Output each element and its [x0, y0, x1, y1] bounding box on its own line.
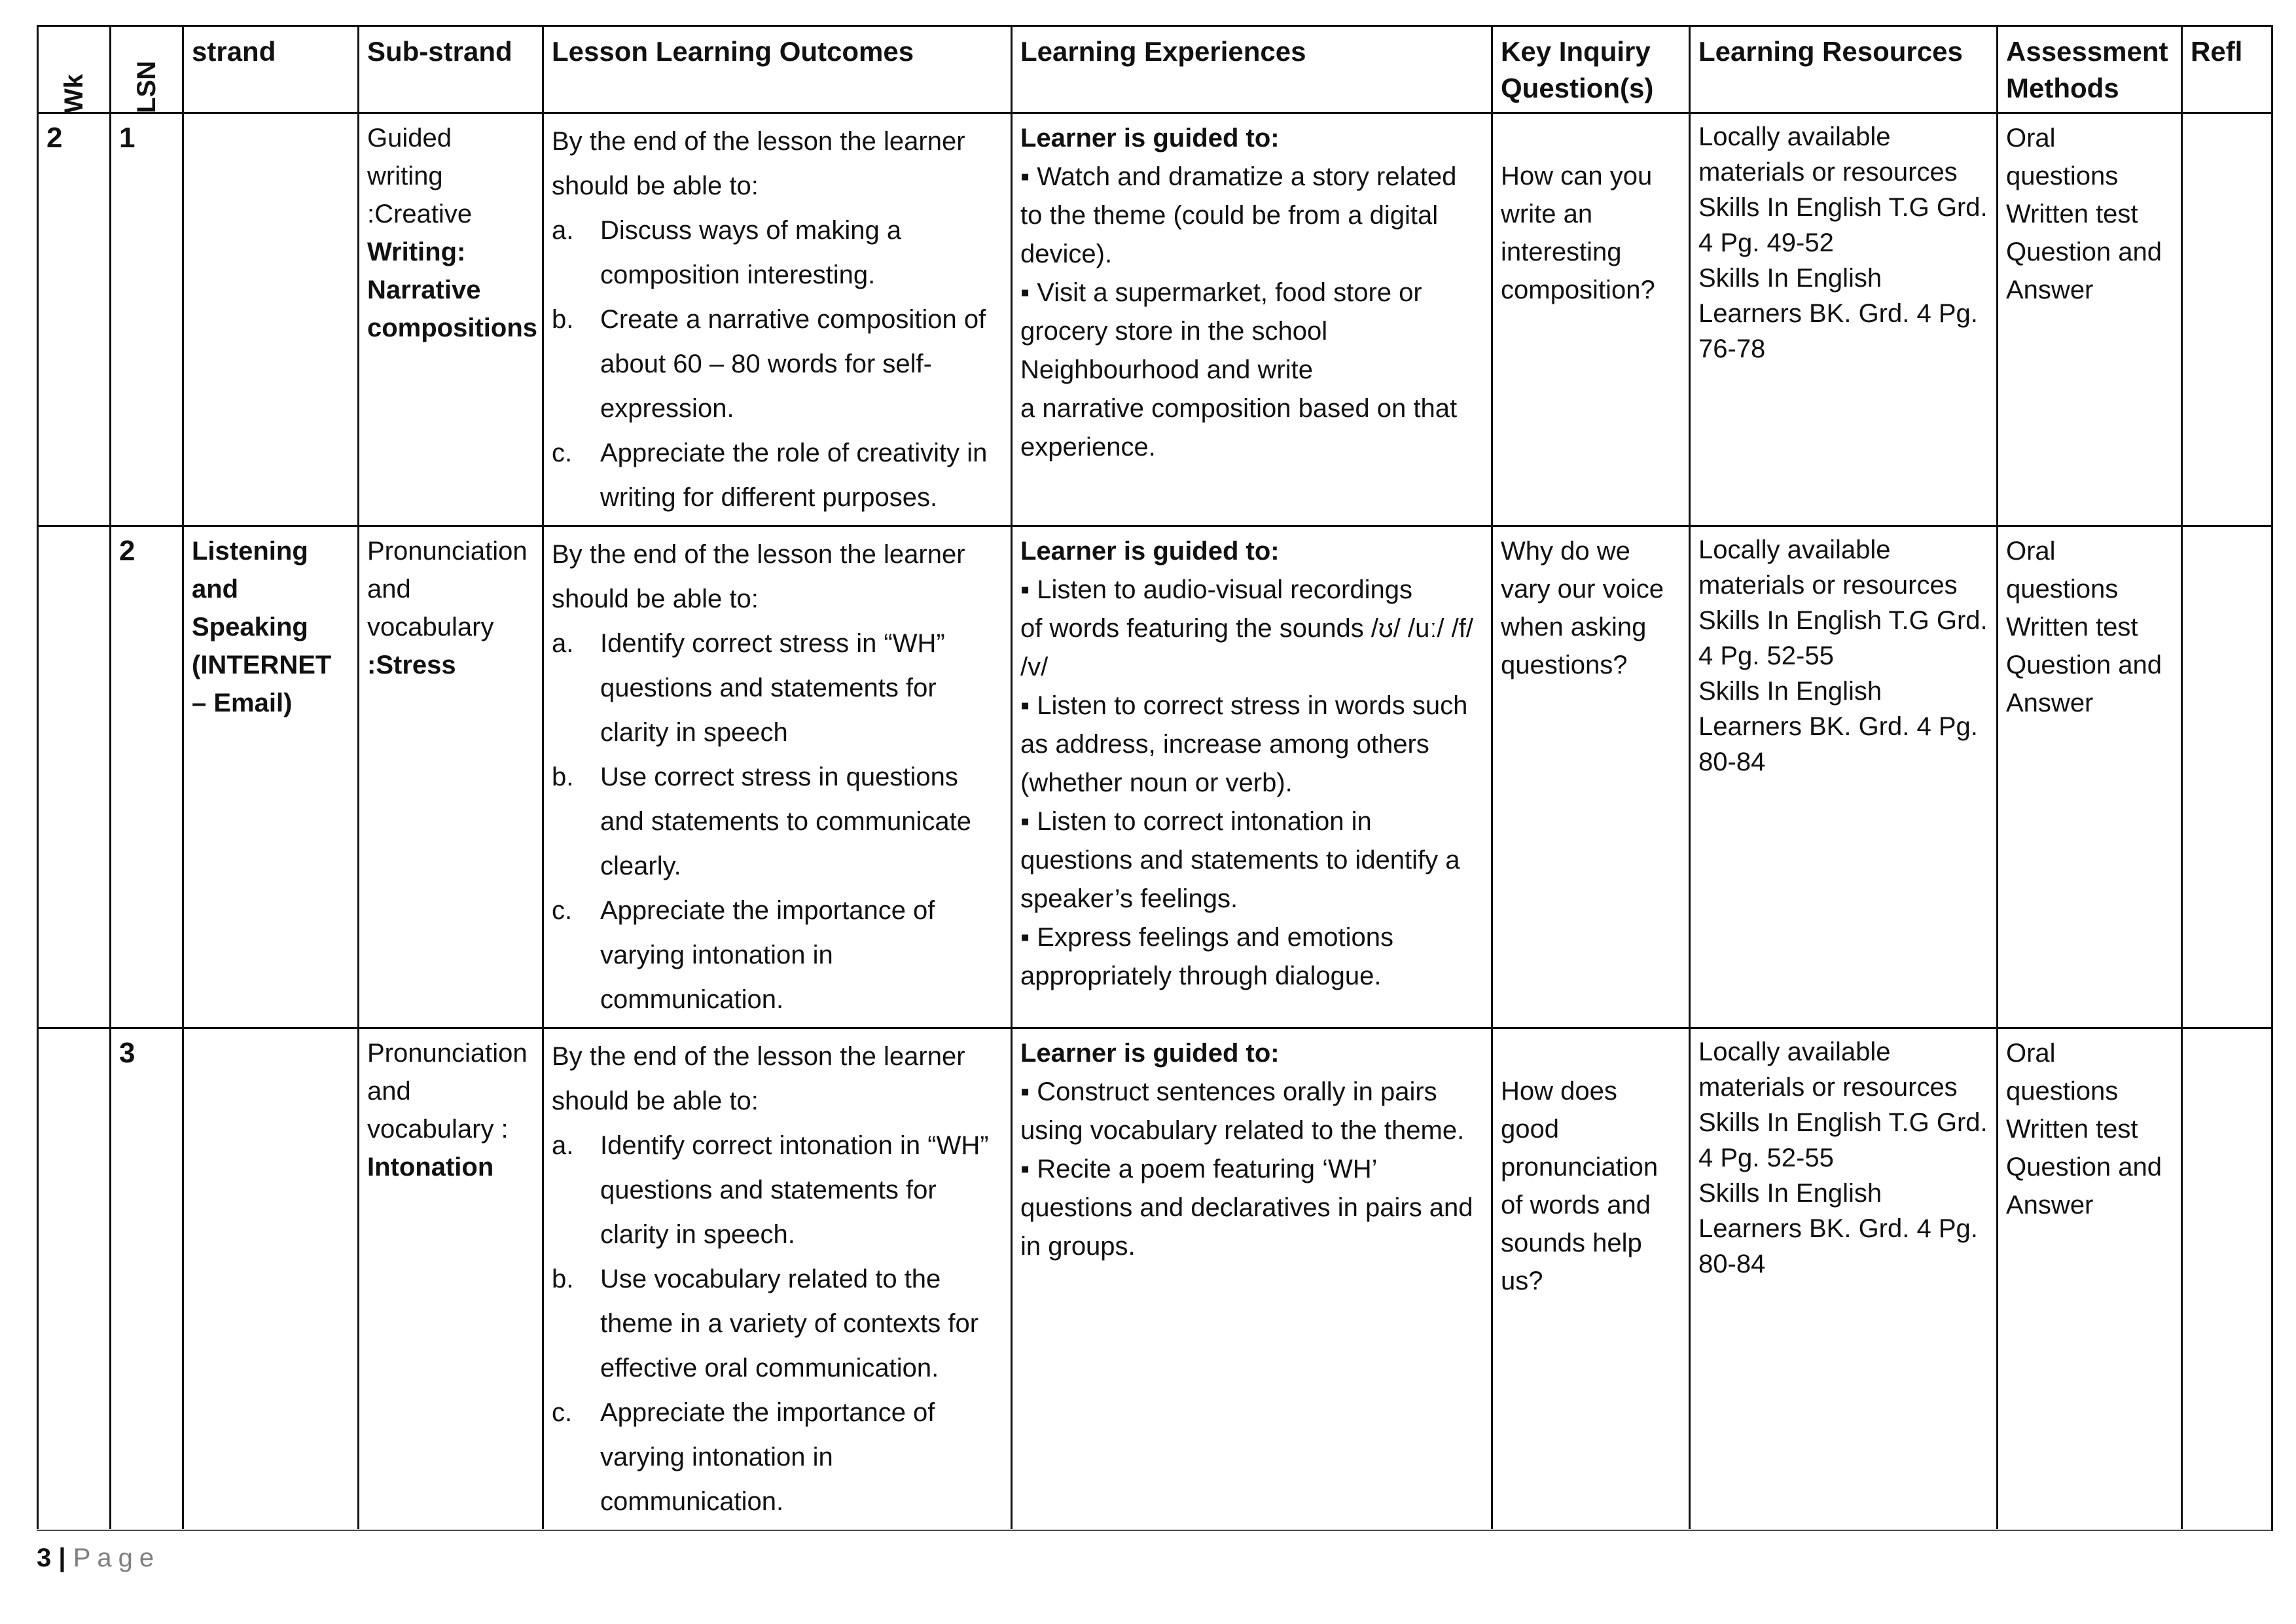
outcome-text: Identify correct intonation in “WH” questions and statements for clarity in speech.: [600, 1131, 989, 1249]
outcome-marker: b.: [552, 1265, 574, 1293]
assessment-item: Oral questions: [2006, 124, 2119, 190]
outcome-marker: c.: [552, 896, 573, 925]
outcomes-intro: By the end of the lesson the learner should be able to:: [552, 127, 965, 200]
outcome-item: [552, 621, 1003, 755]
outcome-text: Appreciate the importance of varying intonation in communication.: [600, 896, 935, 1014]
resource-item: Skills In English T.G Grd. 4 Pg. 52-55: [1698, 1108, 1988, 1172]
sub-strand-bold: Writing: Narrative compositions: [367, 238, 538, 342]
resource-item: Skills In English T.G Grd. 4 Pg. 49-52: [1698, 193, 1988, 257]
outcomes-list: [552, 208, 1003, 520]
outcomes-intro: By the end of the lesson the learner should be able to:: [552, 540, 965, 613]
sub-strand-bold: :Stress: [367, 651, 456, 679]
inquiry-cell: [1492, 113, 1690, 526]
outcome-item: [552, 431, 1003, 520]
header-lesson: LSN: [111, 26, 183, 113]
scheme-table: [37, 25, 2273, 1531]
experiences-lead: Learner is guided to:: [1020, 1039, 1280, 1068]
experiences-cell: [1012, 1028, 1492, 1530]
scheme-of-work: [37, 25, 2271, 1531]
strand-cell: [183, 113, 359, 526]
outcome-text: Appreciate the importance of varying intonation in communication.: [600, 1398, 935, 1516]
header-experiences: Learning Experiences: [1012, 26, 1492, 113]
outcome-item: [552, 1390, 1003, 1524]
sub-strand-cell: [359, 113, 543, 526]
assessment-item: Written test: [2006, 200, 2138, 228]
experience-item: ▪ Watch and dramatize a story related to the theme (could be from a digital device).: [1020, 162, 1457, 268]
experience-item: ▪ Listen to correct stress in words such as address, increase among others (whether noun or verb).: [1020, 691, 1468, 797]
outcome-item: [552, 1123, 1003, 1257]
outcome-marker: b.: [552, 305, 574, 334]
lesson-cell: 3: [111, 1028, 183, 1530]
sub-strand-plain: Guided writing :Creative: [367, 124, 473, 228]
outcome-text: Use vocabulary related to the theme in a variety of contexts for effective oral communication.: [600, 1265, 979, 1382]
inquiry-text: How does good pronunciation of words and sounds help us?: [1501, 1077, 1659, 1295]
resources-cell: [1690, 113, 1998, 526]
header-assessment: Assessment Methods: [1998, 26, 2182, 113]
header-row: [38, 26, 2272, 113]
outcome-text: Identify correct stress in “WH” questions and statements for clarity in speech: [600, 629, 945, 747]
resource-item: Skills In English T.G Grd. 4 Pg. 52-55: [1698, 606, 1988, 670]
assessment-cell: [1998, 1028, 2182, 1530]
resource-item: Skills In English Learners BK. Grd. 4 Pg. 80-84: [1698, 1179, 1978, 1278]
resources-cell: [1690, 526, 1998, 1028]
experience-item: ▪ Listen to correct intonation in questions and statements to identify a speaker’s feelings.: [1020, 807, 1460, 913]
header-outcomes: Lesson Learning Outcomes: [543, 26, 1012, 113]
outcomes-cell: [543, 113, 1012, 526]
assessment-item: Written test: [2006, 613, 2138, 641]
table-row: [38, 1028, 2272, 1530]
experience-item: of words featuring the sounds /ʊ/ /uː/ /f/ /v/: [1020, 614, 1473, 681]
strand-cell: [183, 1028, 359, 1530]
assessment-cell: [1998, 113, 2182, 526]
reflection-cell: [2182, 1028, 2272, 1530]
experience-item: ▪ Listen to audio-visual recordings: [1020, 575, 1412, 604]
page-number: 3: [37, 1543, 52, 1572]
lesson-cell: 2: [111, 526, 183, 1028]
page-separator: |: [58, 1543, 66, 1572]
outcome-text: Create a narrative composition of about 60 – 80 words for self-expression.: [600, 305, 986, 423]
experience-item: ▪ Visit a supermarket, food store or grocery store in the school Neighbourhood and write: [1020, 278, 1422, 384]
inquiry-text: How can you write an interesting composition?: [1501, 162, 1655, 304]
assessment-item: Question and Answer: [2006, 1153, 2162, 1219]
sub-strand-plain: Pronunciation and vocabulary: [367, 537, 528, 641]
resource-item: Locally available materials or resources: [1698, 535, 1958, 600]
outcome-marker: a.: [552, 1131, 574, 1160]
outcomes-list: [552, 621, 1003, 1022]
outcome-item: [552, 755, 1003, 888]
header-reflection: Refl: [2182, 26, 2272, 113]
strand-cell: Listening and Speaking (INTERNET – Email): [183, 526, 359, 1028]
outcome-marker: c.: [552, 439, 573, 467]
assessment-item: Written test: [2006, 1115, 2138, 1144]
reflection-cell: [2182, 526, 2272, 1028]
outcomes-list: [552, 1123, 1003, 1524]
outcome-item: [552, 297, 1003, 431]
outcome-item: [552, 1257, 1003, 1390]
page-footer: [37, 1529, 2271, 1573]
inquiry-cell: [1492, 526, 1690, 1028]
experiences-cell: [1012, 526, 1492, 1028]
sub-strand-plain: Pronunciation and vocabulary :: [367, 1039, 528, 1144]
resource-item: Locally available materials or resources: [1698, 122, 1958, 187]
experiences-lead: Learner is guided to:: [1020, 537, 1280, 566]
table-row: [38, 113, 2272, 526]
header-strand: strand: [183, 26, 359, 113]
resource-item: Locally available materials or resources: [1698, 1038, 1958, 1102]
assessment-item: Oral questions: [2006, 537, 2119, 604]
week-cell: 2: [38, 113, 111, 526]
outcome-text: Discuss ways of making a composition interesting.: [600, 216, 902, 289]
outcomes-cell: [543, 526, 1012, 1028]
resource-item: Skills In English Learners BK. Grd. 4 Pg. 76-78: [1698, 264, 1978, 363]
assessment-item: Oral questions: [2006, 1039, 2119, 1106]
week-cell: [38, 1028, 111, 1530]
experiences-cell: [1012, 113, 1492, 526]
outcome-text: Appreciate the role of creativity in writing for different purposes.: [600, 439, 988, 512]
outcome-marker: a.: [552, 216, 574, 245]
experience-item: a narrative composition based on that experience.: [1020, 394, 1458, 461]
header-resources: Learning Resources: [1690, 26, 1998, 113]
sub-strand-cell: [359, 1028, 543, 1530]
experience-item: ▪ Construct sentences orally in pairs using vocabulary related to the theme.: [1020, 1077, 1465, 1145]
table-row: [38, 526, 2272, 1028]
outcomes-cell: [543, 1028, 1012, 1530]
inquiry-text: Why do we vary our voice when asking questions?: [1501, 537, 1664, 679]
experiences-lead: Learner is guided to:: [1020, 124, 1280, 153]
sub-strand-bold: Intonation: [367, 1153, 494, 1182]
outcomes-intro: By the end of the lesson the learner should be able to:: [552, 1042, 965, 1115]
assessment-item: Question and Answer: [2006, 238, 2162, 304]
header-sub-strand: Sub-strand: [359, 26, 543, 113]
header-inquiry: Key Inquiry Question(s): [1492, 26, 1690, 113]
lesson-cell: 1: [111, 113, 183, 526]
outcome-marker: a.: [552, 629, 574, 658]
resource-item: Skills In English Learners BK. Grd. 4 Pg. 80-84: [1698, 677, 1978, 776]
week-cell: [38, 526, 111, 1028]
inquiry-cell: [1492, 1028, 1690, 1530]
reflection-cell: [2182, 113, 2272, 526]
experience-item: ▪ Express feelings and emotions appropriately through dialogue.: [1020, 923, 1394, 990]
outcome-item: [552, 888, 1003, 1022]
experience-item: ▪ Recite a poem featuring ‘WH’ questions and declaratives in pairs and in groups.: [1020, 1155, 1473, 1261]
assessment-cell: [1998, 526, 2182, 1028]
sub-strand-cell: [359, 526, 543, 1028]
assessment-item: Question and Answer: [2006, 651, 2162, 717]
header-week: Wk: [38, 26, 111, 113]
outcome-marker: b.: [552, 763, 574, 791]
resources-cell: [1690, 1028, 1998, 1530]
outcome-item: [552, 208, 1003, 297]
outcome-marker: c.: [552, 1398, 573, 1427]
page-word: Page: [73, 1543, 161, 1572]
outcome-text: Use correct stress in questions and statements to communicate clearly.: [600, 763, 971, 880]
